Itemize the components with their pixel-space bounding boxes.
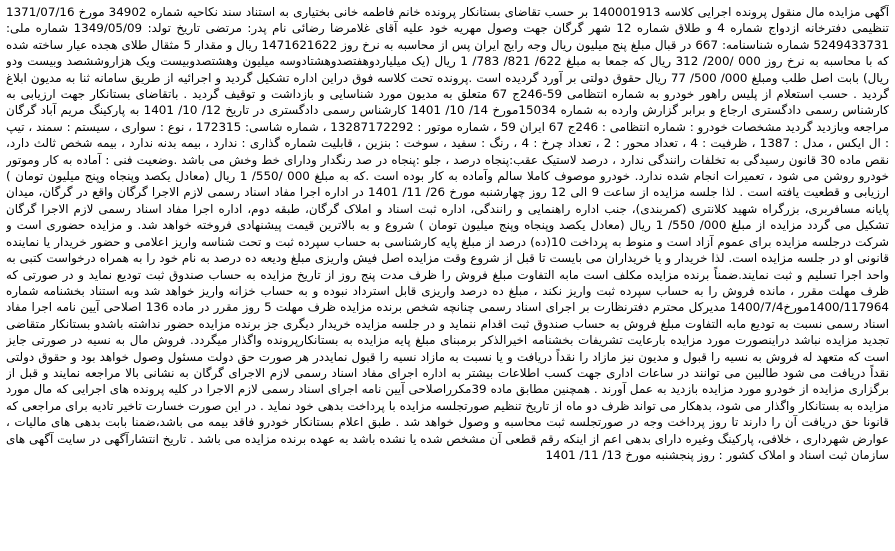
notice-body-text: آگهی مزایده مال منقول پرونده اجرایی کلاسه 140001913 بر حسب تقاضای بستانکار پرونده خانم فاطمه خانی بختیاری به استناد سند نکاحیه شماره 34902 مورخ 1371/07/16 تنظیمی دفترخانه ازدواج شماره 4 و طلاق شماره 12 شهر گرگان جهت وصول مهریه خود علیه آقای غلامرضا رضائی نام پدر: مرتضی تاریخ تولد: 1349/05/09 شماره ملی: 5249433731 شماره شناسنامه: 667 در قبال مبلغ پنج میلیون ریال وجه رایج ایران پس از محاسبه به نرخ روز 1471621622 ریال و مقدار 5 مثقال طلای هجده عیار ساخته شده که با محاسبه به نرخ روز 000 /200/ 312 ریال که جمعا به مبلغ 622/ 821/ 783/ 1 ریال (یک میلیاردوهفتصدوهشتادوسه میلیون وهشتصدوبیست ویک هزاروششصد وبیست ودو ریال) بابت اصل طلب ومبلغ 000/ 500/ 77 ریال حقوق دولتی بر آورد گردیده است .پرونده تحت کلاسه فوق دراین اداره تشکیل گردید و اجرائیه از طریق سامانه ثنا به مدیون ابلاغ گردید . حسب استعلام از پلیس راهور خودرو به شماره انتظامی 59-246ج 67 متعلق به مدیون مورد شناسایی و بازداشت و توقیف گردید . باتقاضای بستانکار جهت ارزیابی به کارشناس رسمی دادگستری ارجاع و برابر گزارش وارده به شماره 15034مورخ 14/ 10/ 1401 کارشناس رسمی دادگستری در تاریخ 12/ 10/ 1401 به پارکینگ مریم آباد گرگان مراجعه وبازدید گردید مشخصات خودرو : شماره انتظامی : 246ج 67 ایران 59 ، شماره موتور : 13287172292 ، شماره شاسی: 172315 ، نوع : سواری ، سیستم : سمند ، تیپ : ال ایکس ، مدل : 1387 ، ظرفیت : 4 ، تعداد محور : 2 ، تعداد چرخ : 4 ، رنگ : سفید ، سوخت : بنزین ، قابلیت شماره گذاری : ندارد ، بیمه بدنه ندارد ، بیمه شخص ثالث دارد، نقص ماده 30 قانون رسیدگی به تخلفات رانندگی ندارد ، درصد لاستیک عقب:پنجاه درصد ، جلو :پنجاه در صد رنگدار ودارای خط وخش می باشد .وضعیت فنی : آماده به کار وموتور خودرو روشن می شود ، تعمیرات انجام شده ندارد. خودرو موصوف کاملا سالم وآماده به کار بوده است .که به مبلغ 000 /550/ 1 ریال (معادل یکصد وپنجاه وپنج میلیون تومان ) ارزیابی و قطعیت یافته است . لذا جلسه مزایده از ساعت 9 الی 12 روز چهارشنبه مورخ 26/ 11/ 1401 در اداره اجرا مفاد اسناد رسمی لازم الاجرا گرگان واقع در گرگان، میدان پایانه مسافربری، بزرگراه شهید کلانتری (کمربندی)، جنب اداره راهنمایی و رانندگی، اداره ثبت اسناد و املاک گرگان، طبقه دوم، اداره اجرا مفاد اسناد رسمی لازم الاجرا گرگان تشکیل می گردد مزایده از مبلغ 000/ 550/ 1 ریال (معادل یکصد وپنجاه وپنج میلیون تومان ) شروع و به بالاترین قیمت پیشنهادی فروخته خواهد شد. و مزایده حضوری است و شرکت درجلسه مزایده برای عموم آزاد است و منوط به پرداخت 10(ده) درصد از مبلغ پایه کارشناسی به حساب سپرده ثبت و تحت شناسه واریز اعلامی و حضور خریدار یا نماینده قانونی او در جلسه مزایده است. لذا خریدار و یا خریداران می بایست تا قبل از شروع وقت مزایده اصل فیش واریزی مبلغ ودیعه ده درصد به نام خود را به همراه درخواست کتبی به واحد اجرا تسلیم و ثبت نمایند.ضمناً برنده مزایده مکلف است مابه التفاوت مبلغ فروش را ظرف مدت پنج روز از تاریخ مزایده به حساب صندوق ثبت تودیع نماید و در صورتی که ظرف مهلت مقرر ، مانده فروش را به حساب سپرده ثبت واریز نکند ، مبلغ ده درصد واریزی قابل استرداد نبوده و به حساب خزانه واریز خواهد شد وبه استناد بخشنامه شماره 1400/117964مورخ1400/7/4 مدیرکل محترم دفترنظارت بر اجرای اسناد رسمی چنانچه شخص برنده مزایده ظرف مهلت 5 روز مقرر در ماده 136 اصلاحی آیین نامه اجرا مفاد اسناد رسمی نسبت به تودیع مابه التفاوت مبلغ فروش به حساب صندوق ثبت اقدام ننماید و در جلسه مزایده خریدار دیگری جز برنده مزایده حضور نداشته باشدو بستانکار متقاضی تجدید مزایده نباشد دراینصورت مورد مزایده بارعایت تشریفات بخشنامه اخیرالذکر برمبنای مبلغ پایه مزایده به بستانکارپرونده واگذار میگردد. فروش مال به نسیه در صورتی جایز است که متعهد له فروش به نسیه را قبول و مدیون نیز مازاد را نقداً دریافت و یا نسبت به مازاد نسیه را قبول نمایددر هر صورت حق دولت مسئول وصول خواهد بود و حقوق دولتی نقداً دریافت می شود طالبین می توانند در ساعات اداری جهت کسب اطلاعات بیشتر به اداره اجرای مفاد اسناد رسمی لازم الاجرای گرگان به نشانی بالا مراجعه نمایند و قبل از برگزاری مزایده از خودرو مورد مزایده بازدید به عمل آورند . همچنین مطابق ماده 39مکرراصلاحی آیین نامه اجرای اسناد رسمی لازم الاجرا در کلیه پرونده های اجرایی که مال مورد مزایده به بستانکار واگذار می شود، بدهکار می تواند ظرف دو ماه از تاریخ تنظیم صورتجلسه مزایده با پرداخت بدهی خود نماید . در این صورت خسارت تاخیر تادیه برای مراجعی که قانونا حق دریافت آن را دارند تا روز پرداخت وجه در صورتجلسه ثبت محاسبه و وصول خواهد شد . طبق اعلام بستانکار خودرو فاقد بیمه می باشد،ضمنا بابت بدهی های مالیات ، عوارض شهرداری ، خلافی، پارکینگ وغیره دارای بدهی اعم از اینکه رقم قطعی آن مشخص شده یا نشده باشد به عهده برنده مزایده می باشد . تاریخ انتشارآگهی در سایت آگهی های سازمان ثبت اسناد و املاک کشور : روز پنجشنبه مورخ 13/ 11/ 1401	[6, 5, 889, 462]
auction-notice	[6, 4, 889, 547]
